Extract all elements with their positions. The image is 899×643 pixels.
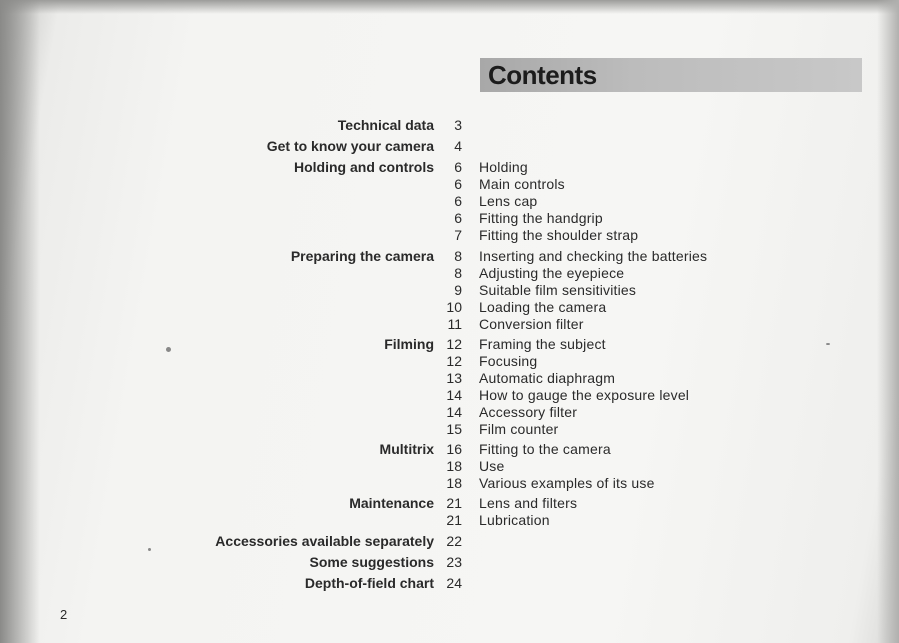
toc-page-number: 13 xyxy=(446,370,462,386)
ink-speck xyxy=(166,347,171,352)
page-top-shadow xyxy=(0,0,899,14)
toc-topic: Conversion filter xyxy=(479,316,584,332)
toc-page-number: 16 xyxy=(446,441,462,457)
toc-topic: Lens and filters xyxy=(479,495,578,511)
ink-speck xyxy=(826,343,830,345)
page-left-shadow xyxy=(0,0,40,643)
toc-topic: Accessory filter xyxy=(479,404,578,420)
section-title: Get to know your camera xyxy=(266,138,434,154)
toc-page-number: 9 xyxy=(454,282,462,298)
section-title: Maintenance xyxy=(349,495,434,511)
toc-page-number: 6 xyxy=(454,193,462,209)
toc-page-number: 18 xyxy=(446,458,462,474)
toc-page-number: 6 xyxy=(454,210,462,226)
toc-topic: Film counter xyxy=(479,421,559,437)
toc-page-number: 3 xyxy=(454,117,462,133)
toc-page-number: 23 xyxy=(446,554,462,570)
toc-page-number: 18 xyxy=(446,475,462,491)
toc-topic: Inserting and checking the batteries xyxy=(479,248,708,264)
toc-topic: Fitting to the camera xyxy=(479,441,611,457)
toc-topic: Lens cap xyxy=(479,193,538,209)
page-right-shadow xyxy=(877,0,899,643)
section-title: Filming xyxy=(384,336,434,352)
section-title: Multitrix xyxy=(379,441,434,457)
toc-topic: Various examples of its use xyxy=(479,475,655,491)
toc-page-number: 15 xyxy=(446,421,462,437)
toc-topic: Automatic diaphragm xyxy=(479,370,616,386)
toc-page-number: 6 xyxy=(454,159,462,175)
toc-page-number: 6 xyxy=(454,176,462,192)
toc-page-number: 21 xyxy=(446,512,462,528)
toc-page-number: 12 xyxy=(446,353,462,369)
toc-topic: Fitting the handgrip xyxy=(479,210,603,226)
toc-topic: Loading the camera xyxy=(479,299,607,315)
toc-page-number: 8 xyxy=(454,265,462,281)
toc-topic: Framing the subject xyxy=(479,336,606,352)
section-title: Accessories available separately xyxy=(215,533,434,549)
toc-page-number: 24 xyxy=(446,575,462,591)
toc-page-number: 11 xyxy=(447,316,462,332)
toc-page-number: 14 xyxy=(446,387,462,403)
section-title: Preparing the camera xyxy=(290,248,434,264)
toc-page-number: 8 xyxy=(454,248,462,264)
ink-speck xyxy=(148,548,151,551)
toc-page-number: 10 xyxy=(446,299,462,315)
page-title: Contents xyxy=(488,60,597,90)
toc-topic: Fitting the shoulder strap xyxy=(479,227,639,243)
toc-topic: Suitable film sensitivities xyxy=(479,282,637,298)
toc-page-number: 4 xyxy=(454,138,462,154)
toc-topic: Adjusting the eyepiece xyxy=(479,265,625,281)
toc-topic: Holding xyxy=(479,159,528,175)
toc-topic: Lubrication xyxy=(479,512,550,528)
toc-page-number: 14 xyxy=(446,404,462,420)
toc-page-number: 12 xyxy=(446,336,462,352)
toc-page-number: 22 xyxy=(446,533,462,549)
toc-topic: Use xyxy=(479,458,505,474)
section-title: Holding and controls xyxy=(294,159,434,175)
toc-topic: How to gauge the exposure level xyxy=(479,387,690,403)
section-title: Technical data xyxy=(337,117,434,133)
toc-topic: Focusing xyxy=(479,353,538,369)
toc-page-number: 21 xyxy=(446,495,462,511)
toc-page-number: 7 xyxy=(454,227,462,243)
toc-topic: Main controls xyxy=(479,176,565,192)
section-title: Some suggestions xyxy=(309,554,434,570)
section-title: Depth-of-field chart xyxy=(304,575,434,591)
page-number: 2 xyxy=(60,607,68,622)
